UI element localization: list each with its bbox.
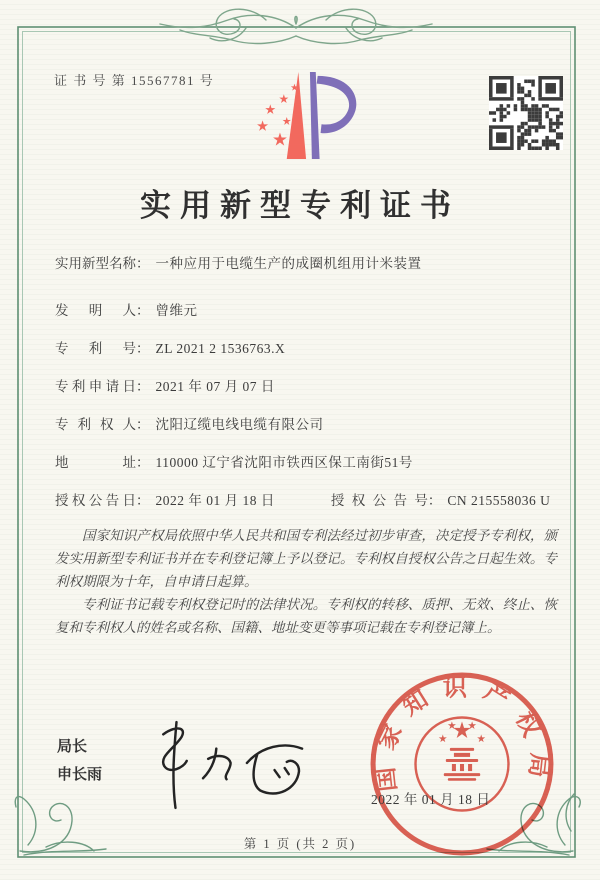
field-utility-name: 实用新型名称： 一种应用于电缆生产的成圈机组用计米装置 [55, 253, 560, 275]
field-list [55, 253, 560, 528]
field-label: 发 明 人 [55, 303, 136, 318]
field-label: 授权公告日 [55, 493, 136, 508]
field-address: 地 址： 110000 辽宁省沈阳市铁西区保工南街51号 [55, 452, 560, 474]
seal-date: 2022 年 01 月 18 日 [371, 792, 491, 807]
field-filing-date: 专利申请日： 2021 年 07 月 07 日 [55, 376, 560, 398]
signer-name: 申长雨 [57, 767, 103, 783]
signature-handwriting [118, 718, 333, 815]
field-label: 专 利 权 人 [55, 417, 136, 432]
field-label-grant-no: 授权公告号 [330, 493, 428, 508]
field-label: 实用新型名称 [55, 256, 136, 271]
field-label: 地 址 [55, 455, 136, 470]
field-patentee: 专 利 权 人： 沈阳辽缆电线电缆有限公司 [55, 414, 560, 436]
seal-ring-text-el: 国家知识产权局 [370, 674, 554, 793]
logo-p-mark [287, 72, 357, 159]
field-grant-row: 授权公告日： 2022 年 01 月 18 日 授权公告号： CN 215558036 U [55, 490, 560, 512]
field-value: 110000 辽宁省沈阳市铁西区保工南街51号 [155, 455, 413, 470]
paragraph-register: 专利证书记载专利权登记时的法律状况。专利权的转移、质押、无效、终止、恢复和专利权人的姓名或名称、国籍、地址变更等事项记载在专利登记簿上。 [55, 597, 557, 635]
field-value: CN 215558036 U [447, 493, 551, 508]
signer-title: 局长 [57, 739, 88, 755]
field-value: 2021 年 07 月 07 日 [155, 379, 275, 394]
page-footer: 第 1 页 (共 2 页) [243, 837, 357, 851]
field-inventor: 发 明 人： 曾维元 [55, 300, 560, 322]
body-text [55, 524, 557, 639]
field-label: 专利申请日 [55, 379, 136, 394]
qr-code [489, 76, 563, 150]
field-value: ZL 2021 2 1536763.X [155, 341, 286, 356]
logo-bowl [317, 76, 357, 133]
field-value: 2022 年 01 月 18 日 [155, 493, 275, 508]
official-seal [366, 668, 558, 860]
field-value: 曾维元 [155, 303, 198, 318]
field-value: 沈阳辽缆电线电缆有限公司 [155, 417, 324, 432]
page-title: 实用新型专利证书 [140, 188, 460, 223]
field-value: 一种应用于电缆生产的成圈机组用计米装置 [155, 256, 422, 271]
field-patent-number: 专 利 号： ZL 2021 2 1536763.X [55, 338, 560, 360]
cnipa-logo [250, 66, 366, 168]
logo-stem [310, 72, 320, 159]
paragraph-grant: 国家知识产权局依照中华人民共和国专利法经过初步审查，决定授予专利权，颁发实用新型专利证书并在专利登记簿上予以登记。专利权自授权公告之日起生效。专利权期限为十年，自申请日起算。 [55, 528, 557, 589]
certificate-number: 证 书 号 第 15567781 号 [54, 73, 215, 88]
logo-triangle [287, 72, 306, 159]
field-label: 专 利 号 [55, 341, 136, 356]
